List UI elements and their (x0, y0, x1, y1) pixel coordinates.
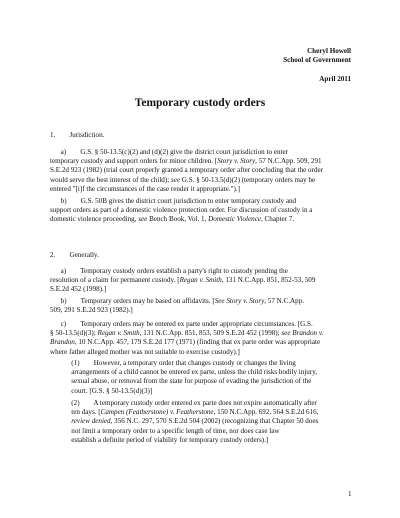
text-run: , 57 N.C.App. (264, 297, 305, 305)
text-line (50, 197, 352, 206)
text-run: sexual abuse, or removal from the state for purpose of evading the jurisdiction of the (50, 377, 312, 386)
italic-text-run: Story v. Story (217, 157, 256, 166)
italic-text-run: Regan v. Smith (97, 329, 140, 338)
text-run: , 10 N.C.App. 457, 179 S.E.2d 177 (1971) (finding that ex parte order was appropriate (74, 338, 321, 347)
text-line (50, 399, 352, 408)
text-run: entered "[i]f the circumstances of the case render it appropriate.").] (50, 184, 240, 193)
text-line (50, 176, 352, 185)
author-name: Cheryl Howell (307, 47, 351, 55)
text-run: , Chapter 7. (261, 215, 295, 224)
italic-text-run: see (170, 175, 181, 184)
text-line (50, 329, 352, 338)
text-line (50, 267, 352, 276)
paragraph-1b (50, 197, 352, 225)
section-2-heading (50, 251, 352, 260)
text-run: (1) However, a temporary order that changes custody or changes the living (50, 359, 296, 367)
text-line (50, 408, 352, 417)
text-run: support orders as part of a domestic violence protection order. For discussion of custody in a (50, 206, 313, 215)
text-line (50, 338, 352, 347)
paragraph-1a (50, 148, 352, 194)
text-run: 2. Generally. (50, 251, 99, 259)
text-line (50, 166, 352, 175)
text-run: ten days. [ (50, 408, 101, 417)
text-run: (2) A temporary custody order entered ex parte does not expire automatically after (50, 399, 317, 407)
italic-text-run: Campen (Featherstone) v. Featherstone (100, 408, 214, 417)
text-run: Bench Book, Vol. 1, (147, 215, 209, 224)
text-line (50, 320, 352, 329)
text-run: a) G.S. § 50-13.5(c)(2) and (d)(2) give the district court jurisdiction to enter (50, 148, 288, 156)
text-line (50, 285, 352, 294)
text-line (50, 276, 352, 285)
text-run: S.E.2d 452 (1998).] (50, 285, 107, 294)
text-line (50, 427, 352, 436)
text-line (50, 417, 352, 426)
text-run: a) Temporary custody orders establish a party's right to custody pending the (50, 267, 288, 275)
text-run: 1. Jurisdiction. (50, 131, 105, 139)
paragraph-2c-2 (50, 399, 352, 445)
italic-text-run: Regan v. Smith (179, 276, 222, 285)
italic-text-run: Brandon (50, 338, 75, 347)
italic-text-run: review denied (71, 417, 111, 426)
text-run (50, 417, 71, 425)
text-line (50, 148, 352, 157)
text-run: , 356 N.C. 297, 570 S.E.2d 504 (2002) (recognizing that Chapter 50 does (110, 417, 319, 426)
text-line (50, 377, 352, 386)
text-line (50, 297, 352, 306)
text-line (50, 131, 352, 140)
text-run: , 131 N.C.App. 851, 852-53, 509 (221, 276, 316, 285)
text-run: domestic violence proceeding, (50, 215, 139, 224)
text-line (50, 306, 352, 315)
text-run: 509, 291 S.E.2d 923 (1982).] (50, 306, 133, 315)
text-line (50, 185, 352, 194)
text-line (50, 436, 352, 445)
text-run: G.S. § 50-13.5(d)(2) (temporary orders may be (180, 175, 316, 184)
text-run: would serve the best interest of the child); (50, 175, 171, 184)
text-run: , 150 N.C.App. 692, 564 S.E.2d 616, (213, 408, 319, 417)
text-run: c) Temporary orders may be entered ex parte under appropriate circumstances. [G.S. (50, 320, 313, 328)
italic-text-run: See Story v. Story (214, 297, 265, 305)
text-line (50, 215, 352, 224)
organization-name: School of Government (283, 56, 351, 64)
text-line (50, 206, 352, 215)
document-date: April 2011 (319, 75, 351, 83)
text-run: b) Temporary orders may be based on affidavits. [ (50, 297, 215, 305)
italic-text-run: Domestic Violence (208, 215, 261, 224)
paragraph-2c-1 (50, 359, 352, 396)
text-run: b) G.S. 50B gives the district court jurisdiction to enter temporary custody and (50, 197, 297, 205)
text-run: court. [G.S. § 50-13.5(d)(3)] (50, 386, 153, 395)
text-run: establish a definite period of viability for temporary custody orders).] (50, 435, 269, 444)
text-run: § 50-13.5(d)(3); (50, 329, 98, 338)
text-run: temporary custody and support orders for minor children. [ (50, 157, 218, 166)
paragraph-2a (50, 267, 352, 295)
text-line (50, 157, 352, 166)
italic-text-run: see (138, 215, 148, 224)
paragraph-2b (50, 297, 352, 315)
section-1-heading (50, 131, 352, 140)
text-line (50, 368, 352, 377)
text-line (50, 387, 352, 396)
document-title: Temporary custody orders (134, 97, 266, 109)
text-run: , 57 N.C.App. 509, 291 (255, 157, 322, 166)
text-line (50, 251, 352, 260)
paragraph-2c (50, 320, 352, 357)
italic-text-run: see Brandon v. (281, 329, 324, 338)
text-run: resolution of a claim for permanent custody. [ (50, 276, 180, 285)
text-run: , 131 N.C.App. 851, 853, 509 S.E.2d 452 (1998); (139, 329, 282, 338)
text-run: S.E.2d 923 (1982) (trial court properly granted a temporary order after concluding that the order (50, 166, 324, 175)
text-run: arrangements of a child cannot be entered ex parte, unless the child risks bodily injury, (50, 368, 318, 377)
page-number: 1 (348, 490, 352, 498)
text-line (50, 348, 352, 357)
text-line (50, 359, 352, 368)
text-run: not limit a temporary order to a specific length of time, nor does case law (50, 426, 280, 435)
text-run: where father alleged mother was not suitable to exercise custody).] (50, 347, 240, 356)
